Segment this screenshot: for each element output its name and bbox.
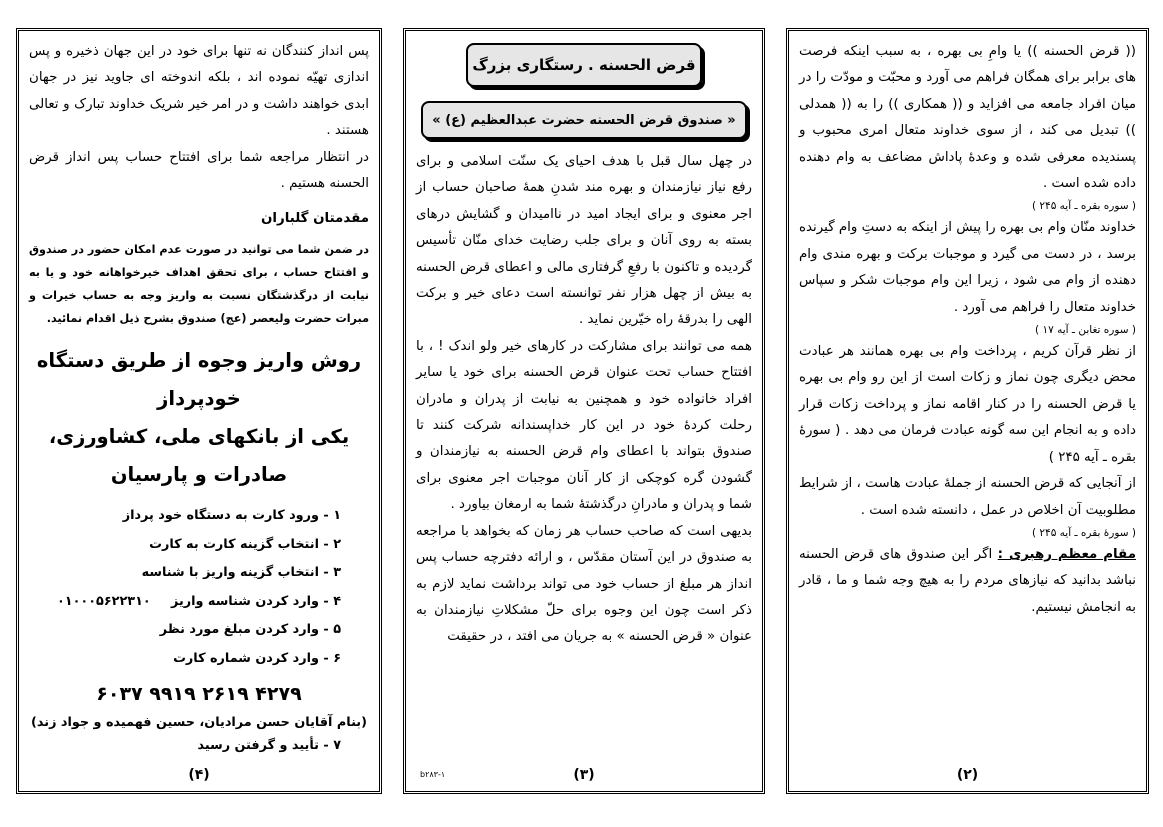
card-number: ۶۰۳۷ ۹۹۱۹ ۲۶۱۹ ۴۲۷۹ (96, 683, 302, 706)
panel-page-4 (16, 28, 382, 794)
panel3-paragraph-2: همه می توانند برای مشارکت در کارهای خیر ولو اندک ! ، با افتتاح حساب تحت عنوان قرض الحسنه برای خود یا سایر افراد خانواده خود و همچنین به نیابت از پدران و مادران رحلت کردهٔ خود در این کار خداپسندانه شرکت کنند تا صندوق بتواند با اعطای وام قرض الحسنه به نیازمندان و گشودن گره کوچکی از کار آنان موجبات اجر معنوی برای شما و پدران و مادرانِ درگذشتهٔ شما به ارمغان بیاورد . (416, 338, 752, 513)
signature: مقدمتان گلباران (260, 211, 369, 227)
panel2-paragraph-1: (( قرض الحسنه )) یا وامِ بی بهره ، به سبب اینکه فرصت های برابر برای همگان فراهم می آورد و محبّت و مودّت را در میان افراد جامعه می افزاید و (( همکاری )) را به (( همدلی )) تبدیل می کند ، از سوی خداوند متعال امری محبوب و پسندیده معرفی شده و وعدهٔ پاداش مضاعف به وام دهنده داده شده است . (799, 44, 1136, 192)
verse-reference: ( سوره تغابن ـ آیه ۱۷ ) (1035, 324, 1136, 337)
step-text: ۷ - تأیید و گرفتن رسید (197, 738, 341, 754)
step-item (29, 616, 369, 645)
step-text: ۳ - انتخاب گزینه واریز با شناسه (141, 565, 341, 581)
verse-reference: ( سوره بقره ـ آیه ۲۴۵ ) (1031, 200, 1136, 213)
page-number: (۴) (188, 767, 210, 783)
panel2-paragraph-3: از نظر قرآن کریم ، پرداخت وام بی بهره همانند هر عبادت محض دیگری چون نماز و زکات است از این رو وام بی بهره یا قرض الحسنه را در کنار اقامه نماز و پرداخت زکات قرار داده و به انجام این سه گونه عبادت فرمان می دهد . ( سورهٔ بقره ـ آیه ۲۴۵ ) (799, 344, 1136, 465)
page-title: قرض الحسنه . رستگاری بزرگ (466, 43, 702, 87)
steps-list-final (29, 732, 369, 761)
step-item (29, 732, 369, 761)
panel4-paragraph-2: در انتظار مراجعه شما برای افتتاح حساب پس انداز قرض الحسنه هستیم . (29, 149, 369, 192)
step-item (29, 502, 369, 531)
panel2-paragraph-2: خداوند منّان وام بی بهره را پیش از اینکه به دستِ وام گیرنده برسد ، در دست می گیرد و موجبات برکت و بهره مندی وام دهنده از وام می شود ، زیرا این وام موجبات شکر و سپاس خداوند متعال را فراهم می آورد . (799, 220, 1136, 315)
panel-page-2 (786, 28, 1149, 794)
panel2-paragraph-4: از آنجایی که قرض الحسنه از جملهٔ عبادت هاست ، از شرایط مطلوبیت آن اخلاص در عمل ، دانسته شده است . (799, 476, 1136, 518)
atm-headline-line-1: روش واریز وجوه از طریق دستگاه خودپرداز (36, 349, 362, 411)
leader-text: اگر این صندوق های قرض الحسنه نباشد بدانید که نیازهای مردم را به هیچ وجه شما و ما ، قادر به انجامش نیستیم. (799, 546, 1136, 615)
atm-headline (29, 342, 369, 494)
step-item (29, 559, 369, 588)
panel3-paragraph-3: بدیهی است که صاحب حساب هر زمان که بخواهد با مراجعه به صندوق در این آستان مقدّس ، و ارائه دفترچه حساب پس انداز هر مبلغ از حساب خود می تواند برداشت نماید لازم به ذکر است چون این وجوه برای حلّ مشکلاتِ نیازمندان به عنوان « قرض الحسنه » به جریان می افتد ، در حقیقت (416, 523, 752, 645)
deposit-id: ۰۱۰۰۰۵۶۲۲۳۱۰ (57, 593, 151, 609)
deposit-note: در ضمن شما می توانید در صورت عدم امکان حضور در صندوق و افتتاح حساب ، برای تحقق اهداف خیرخواهانه خود و یا به نیابت از درگذشتگان نسبت به واریز وجه به حساب خیرات و مبرات حضرت ولیعصر (عج) صندوق بشرح ذیل اقدام نمائید. (29, 243, 369, 326)
panel4-paragraph-1: پس انداز کنندگان نه تنها برای خود در این جهان ذخیره و پس اندازی تهیّه نموده اند ، بلکه اندوخته ای جاوید نیز در جهان ابدی خواهند داشت و در امر خیر شریک خداوند تبارک و تعالی هستند . (29, 44, 369, 139)
print-code: b۲۸۳-۱ (420, 770, 446, 779)
step-text: ۲ - انتخاب گزینه کارت به کارت (149, 536, 341, 552)
page-number: (۳) (573, 767, 595, 783)
account-owners: (بنام آقایان حسن مرادیان، حسین فهمیده و جواد زند) (31, 715, 367, 731)
step-text: ۶ - وارد کردن شماره کارت (173, 650, 341, 666)
step-text: ۵ - وارد کردن مبلغ مورد نظر (159, 622, 341, 638)
leader-quote (799, 542, 1136, 621)
step-text: ۱ - ورود کارت به دستگاه خود پرداز (122, 508, 341, 524)
page-number: (۲) (956, 767, 979, 783)
leader-label: مقام معظم رهبری : (997, 546, 1136, 562)
step-item (29, 588, 369, 617)
panel-page-3 (403, 28, 765, 794)
step-item (29, 645, 369, 674)
step-text: ۴ - وارد کردن شناسه واریز (171, 593, 341, 609)
steps-list (29, 502, 369, 673)
panel3-paragraph-1: در چهل سال قبل با هدف احیای یک سنّت اسلامی و برای رفع نیاز نیازمندان و بهره مند شدنِ همهٔ صاحبان حساب از اجر معنوی و برای ایجاد امید در ناامیدان و گشایش درهای بسته به روی آنان و برای جلب رضایت خدای منّان تأسیس گردیده و تاکنون با رفعِ گرفتاری مالی و اعطای قرض الحسنه به بیش از چهل هزار نفر توانسته است دعای خیر و برکت الهی را بدرقهٔ راه خیّرین نماید . (416, 154, 752, 328)
verse-reference: ( سورهٔ بقره ـ آیه ۲۴۵ ) (1031, 526, 1136, 539)
step-item (29, 531, 369, 560)
fund-name-banner: « صندوق قرض الحسنه حضرت عبدالعظیم (ع) » (421, 101, 747, 139)
atm-headline-line-2: یکی از بانکهای ملی، کشاورزی، صادرات و پارسیان (48, 425, 350, 487)
